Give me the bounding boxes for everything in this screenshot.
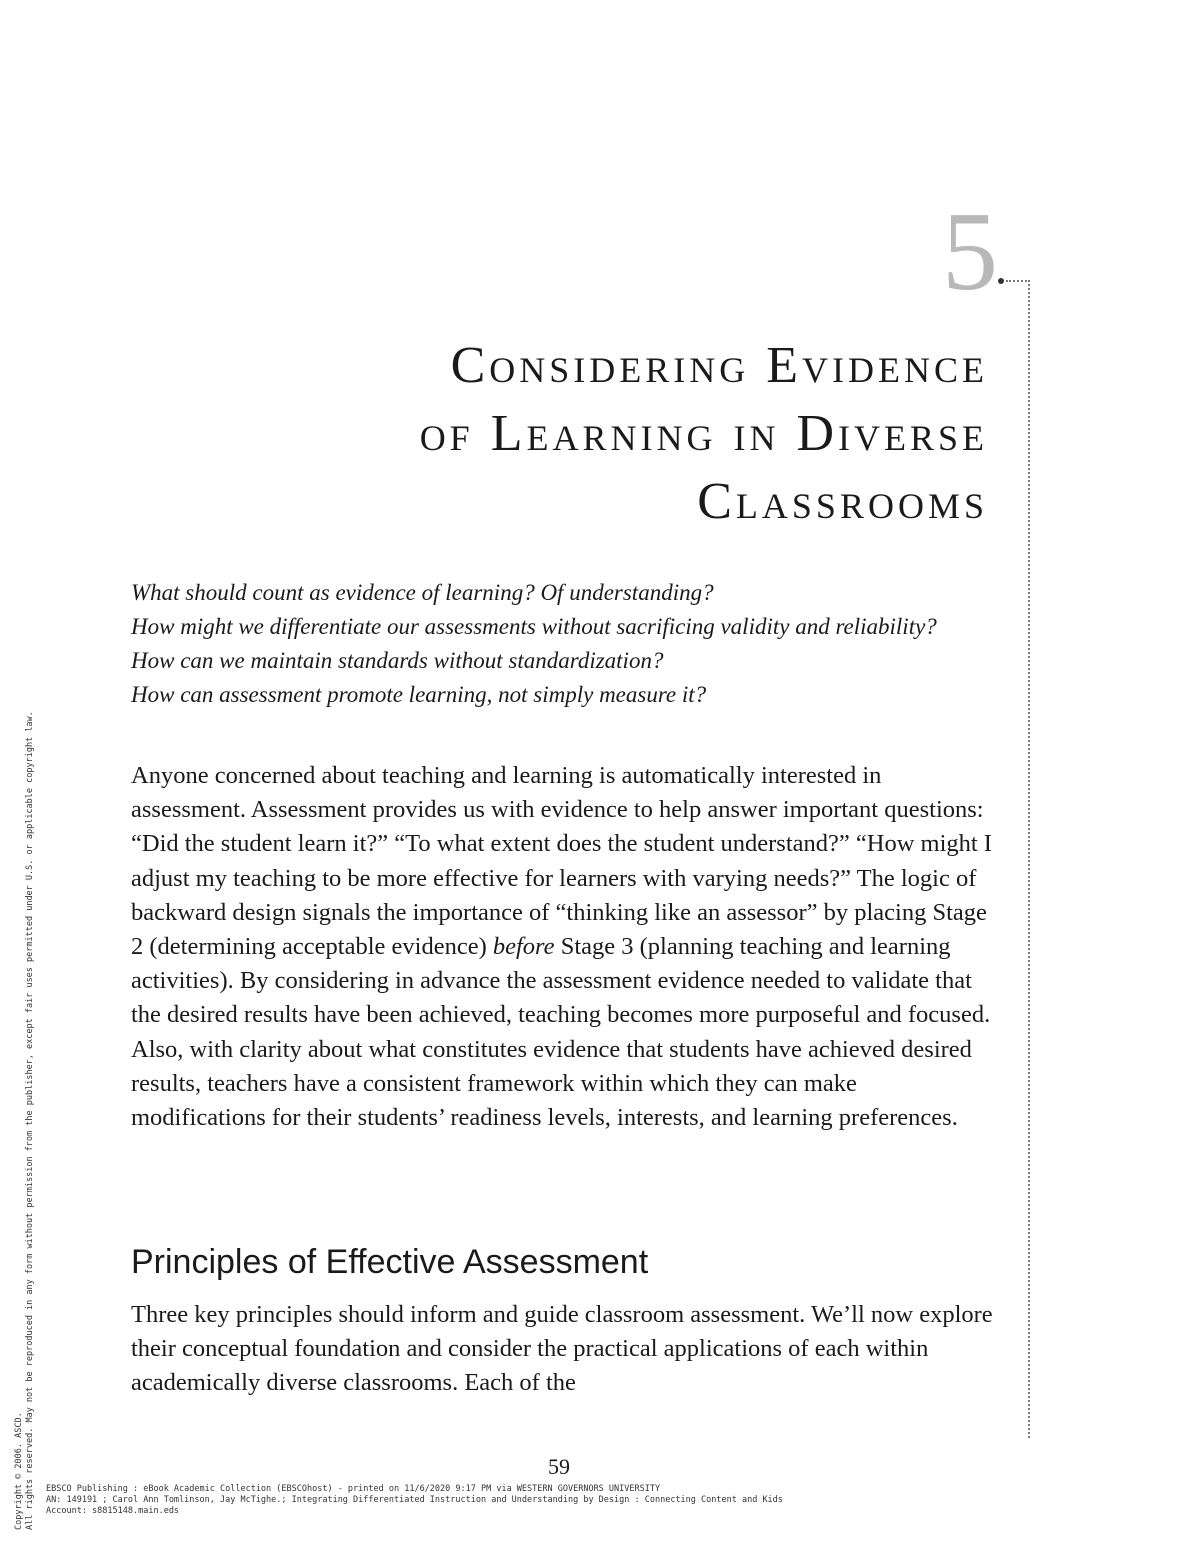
chapter-title-line: of Learning in Diverse bbox=[419, 405, 988, 462]
intro-paragraph-text: Anyone concerned about teaching and learning is automatically interested in assessment. Assessment provides us with evidence to help answer important questions: “Did the student learn it?” “To what extent does the student understand?” “How might I adjust my teaching to be more effective for learners with varying needs?” The logic of backward design signals the importance of “thinking like an assessor” by placing Stage 2 (determining acceptable evidence) bbox=[131, 762, 992, 961]
footer-line: EBSCO Publishing : eBook Academic Collection (EBSCOhost) - printed on 11/6/2020 9:17 PM via WESTERN GOVERNORS UNIVERSITY bbox=[46, 1484, 661, 1494]
side-copyright-notice bbox=[14, 711, 36, 1530]
copyright-line: All rights reserved. May not be reproduced in any form without permission from the publisher, except fair uses permitted under U.S. or applicable copyright law. bbox=[25, 711, 35, 1530]
essential-questions bbox=[131, 576, 971, 712]
essential-question: How can we maintain standards without standardization? bbox=[131, 648, 664, 673]
chapter-title-line: Considering Evidence bbox=[450, 337, 988, 394]
chapter-marker-line-vertical bbox=[1028, 280, 1030, 1438]
essential-question: What should count as evidence of learning? Of understanding? bbox=[131, 580, 714, 605]
essential-question: How might we differentiate our assessments without sacrificing validity and reliability? bbox=[131, 614, 937, 639]
footer-line: Account: s8815148.main.eds bbox=[46, 1506, 180, 1516]
intro-paragraph-emphasis: before bbox=[492, 933, 555, 961]
intro-paragraph bbox=[131, 759, 993, 1135]
chapter-marker-line-horizontal bbox=[1006, 280, 1030, 282]
section-heading: Principles of Effective Assessment bbox=[131, 1243, 649, 1281]
chapter-title bbox=[228, 332, 988, 536]
section-paragraph: Three key principles should inform and guide classroom assessment. We’ll now explore their conceptual foundation and consider the practical applications of each within academically diverse classrooms. Each of the bbox=[131, 1301, 993, 1397]
chapter-marker-dot bbox=[998, 278, 1004, 284]
footer-print-info bbox=[46, 1484, 1146, 1517]
page-number: 59 bbox=[548, 1454, 570, 1479]
chapter-title-line: Classrooms bbox=[697, 473, 988, 530]
intro-paragraph-text: Stage 3 (planning teaching and learning activities). By considering in advance the assessment evidence needed to validate that the desired results have been achieved, teaching becomes more purposeful and focused. Also, with clarity about what constitutes evidence that students have achieved desired results, teachers have a consistent framework within which they can make modifications for their students’ readiness levels, interests, and learning preferences. bbox=[131, 933, 991, 1132]
chapter-number: 5 bbox=[942, 190, 998, 314]
footer-line: AN: 149191 ; Carol Ann Tomlinson, Jay McTighe.; Integrating Differentiated Instruction and Understanding by Design : Connecting Content and Kids bbox=[46, 1495, 783, 1505]
copyright-line: Copyright © 2006. ASCD. bbox=[14, 1412, 24, 1530]
essential-question: How can assessment promote learning, not simply measure it? bbox=[131, 682, 707, 707]
